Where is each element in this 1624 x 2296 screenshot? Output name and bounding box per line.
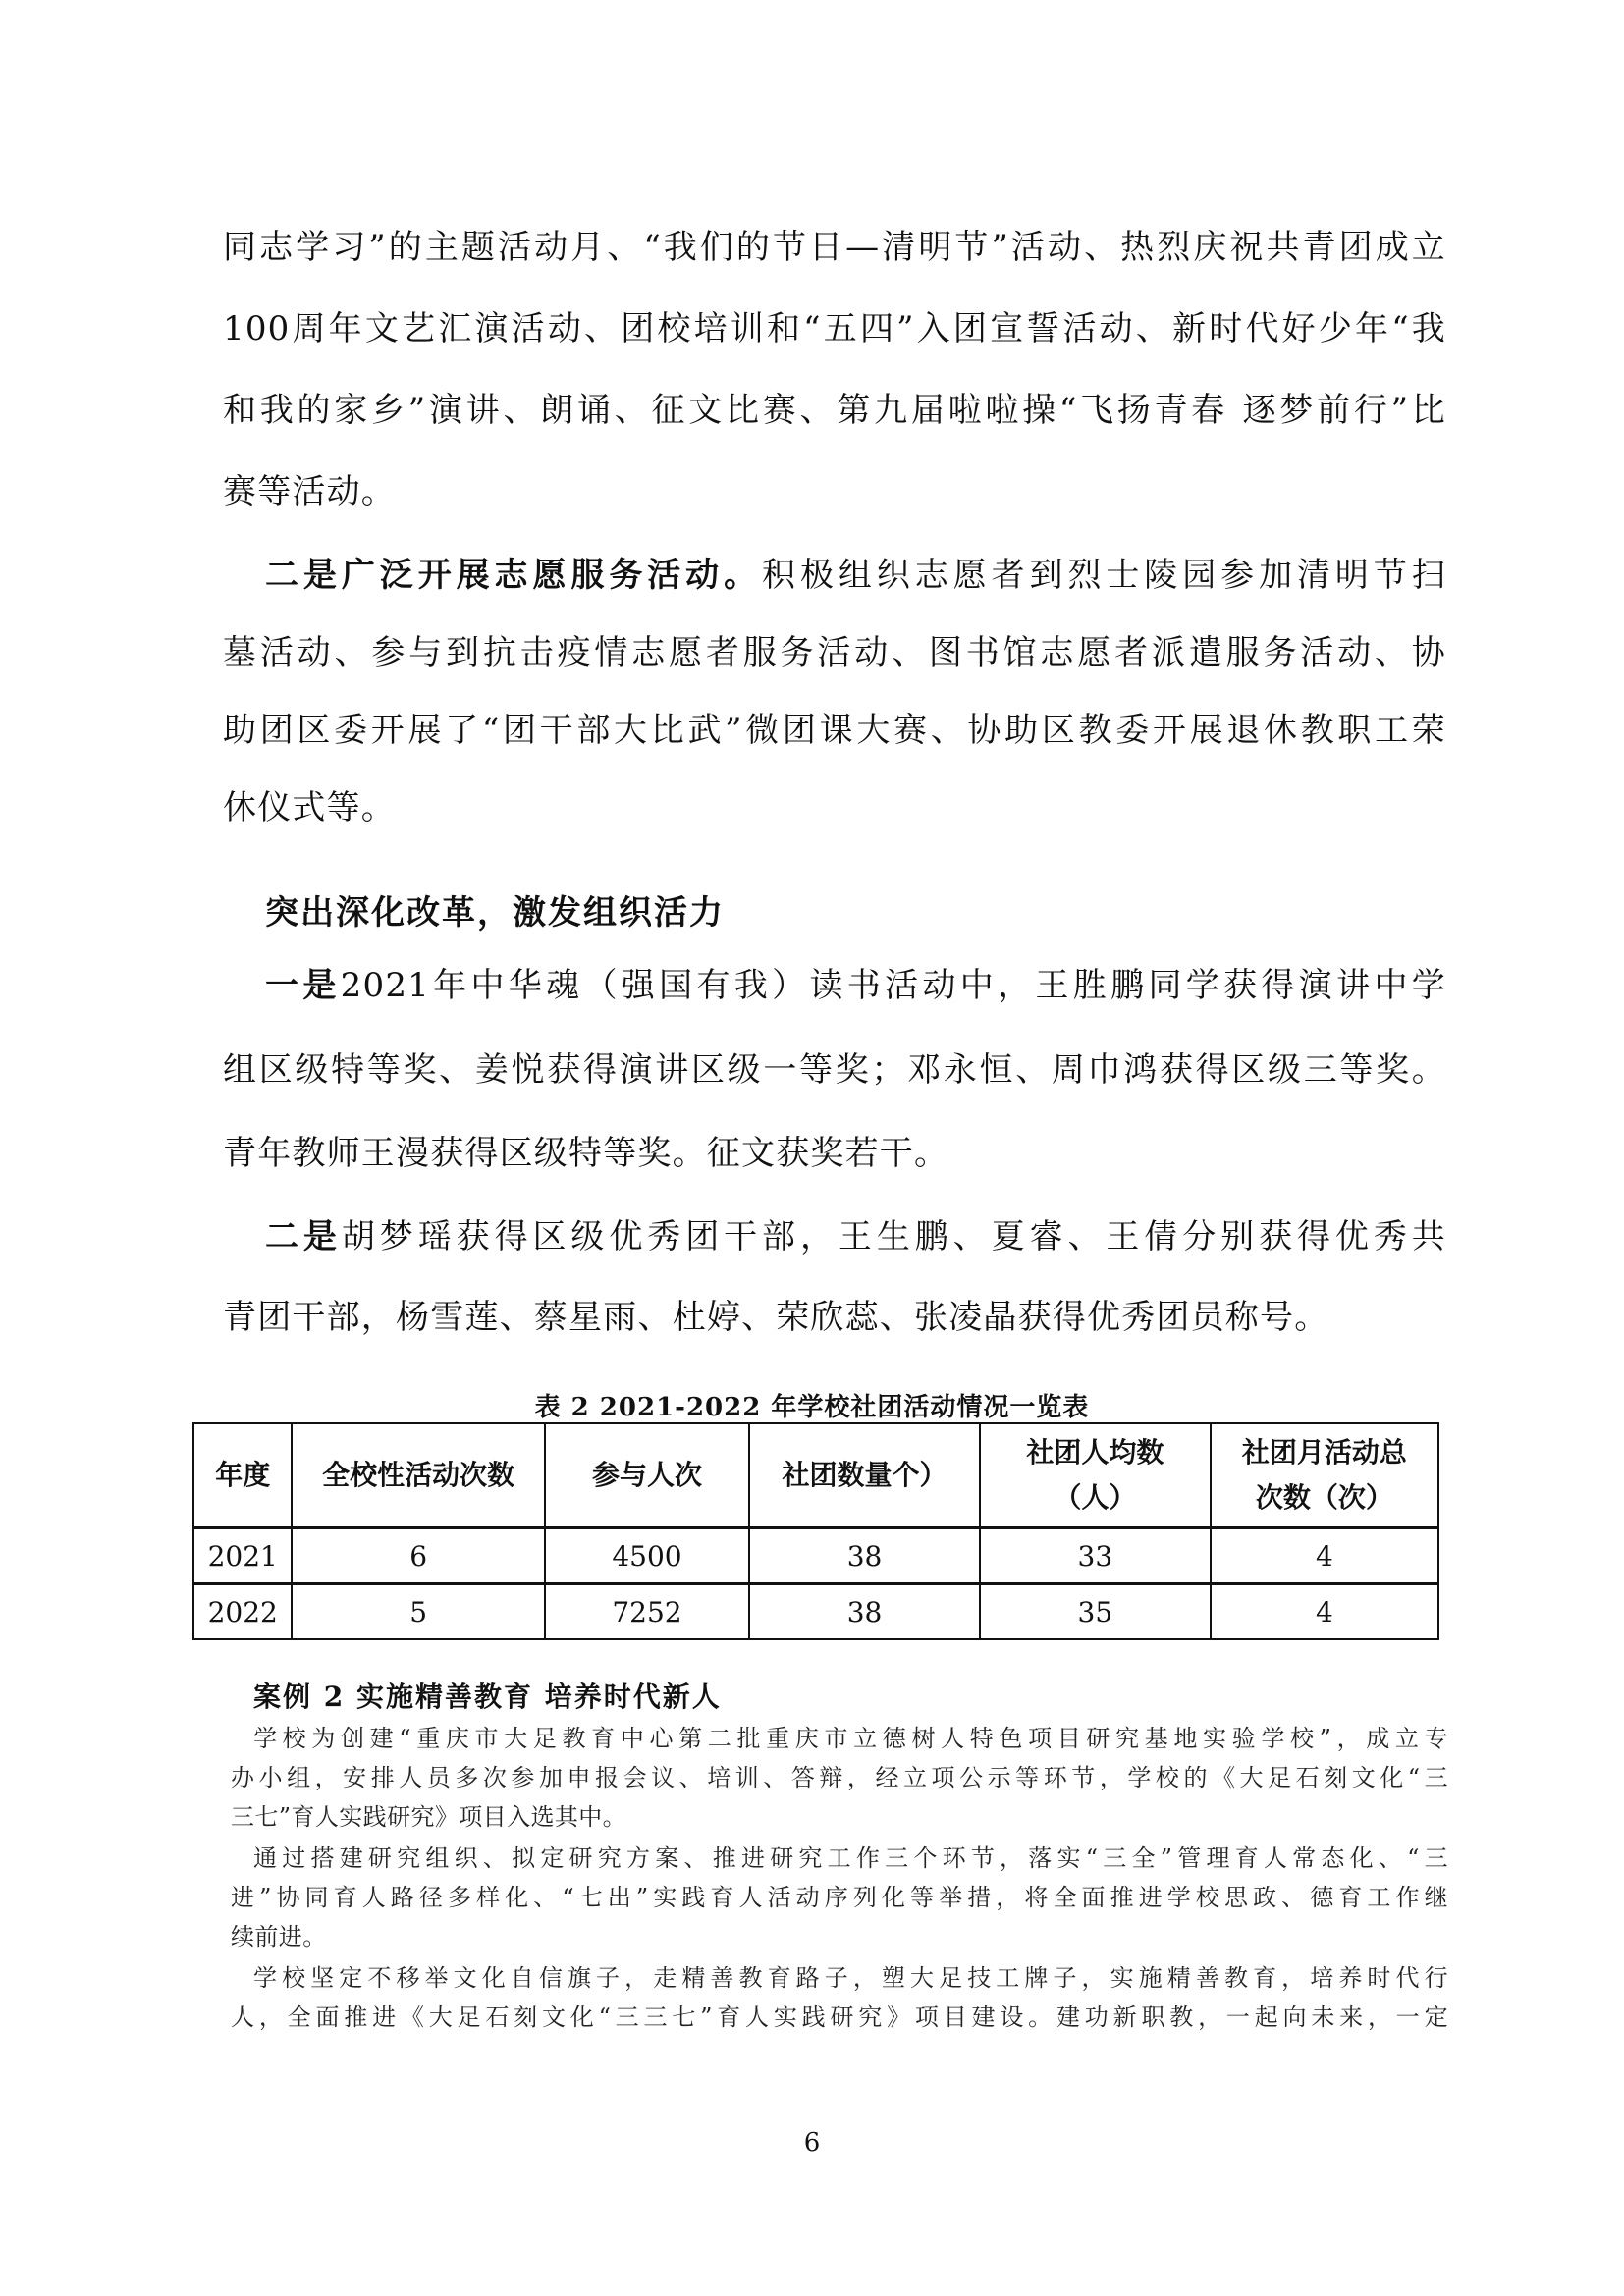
paragraph-2-lead: 二是广泛开展志愿服务活动。 — [265, 556, 763, 595]
cell-club-count: 38 — [749, 1584, 980, 1640]
case-title: 案例 2 实施精善教育 培养时代新人 — [253, 1681, 722, 1713]
paragraph-1-line-1: 同志学习”的主题活动月、“我们的节日—清明节”活动、热烈庆祝共青团成立 — [223, 228, 1446, 267]
club-activity-table — [192, 1422, 1439, 1640]
case-paragraph-2-line-2: 进”协同育人路径多样化、“七出”实践育人活动序列化等举措，将全面推进学校思政、德育工作继 — [231, 1884, 1448, 1911]
paragraph-3-line-2: 组区级特等奖、姜悦获得演讲区级一等奖；邓永恒、周巾鸿获得区级三等奖。 — [223, 1050, 1446, 1090]
paragraph-3-line-3: 青年教师王漫获得区级特等奖。征文获奖若干。 — [223, 1134, 949, 1173]
cell-school-activities: 6 — [292, 1528, 544, 1584]
cell-avg-members: 35 — [980, 1584, 1211, 1640]
paragraph-1-line-3: 和我的家乡”演讲、朗诵、征文比赛、第九届啦啦操“飞扬青春 逐梦前行”比 — [223, 391, 1446, 430]
paragraph-4-first-rest: 胡梦瑶获得区级优秀团干部，王生鹏、夏睿、王倩分别获得优秀共 — [341, 1217, 1446, 1256]
case-paragraph-3-line-1: 学校坚定不移举文化自信旗子，走精善教育路子，塑大足技工牌子，实施精善教育，培养时代行 — [253, 1964, 1448, 1992]
cell-monthly-activities: 4 — [1211, 1584, 1438, 1640]
case-paragraph-2-line-3: 续前进。 — [231, 1923, 327, 1950]
cell-avg-members: 33 — [980, 1528, 1211, 1584]
header-club-count: 社团数量个） — [749, 1423, 980, 1528]
paragraph-3-lead: 一是 — [265, 966, 341, 1005]
paragraph-4-line-2: 青团干部，杨雪莲、蔡星雨、杜婷、荣欣蕊、张凌晶获得优秀团员称号。 — [223, 1298, 1329, 1337]
paragraph-3-line-1 — [265, 966, 1446, 1005]
header-participants: 参与人次 — [545, 1423, 749, 1528]
paragraph-2-line-3: 助团区委开展了“团干部大比武”微团课大赛、协助区教委开展退休教职工荣 — [223, 711, 1446, 750]
cell-monthly-activities: 4 — [1211, 1528, 1438, 1584]
paragraph-1-line-4: 赛等活动。 — [223, 472, 396, 511]
case-paragraph-2-line-1: 通过搭建研究组织、拟定研究方案、推进研究工作三个环节，落实“三全”管理育人常态化、“三 — [253, 1844, 1448, 1872]
header-monthly-activities: 社团月活动总 次数（次） — [1211, 1423, 1438, 1528]
header-school-activities: 全校性活动次数 — [292, 1423, 544, 1528]
cell-school-activities: 5 — [292, 1584, 544, 1640]
table-header-row — [193, 1423, 1438, 1528]
case-paragraph-3-line-2: 人，全面推进《大足石刻文化“三三七”育人实践研究》项目建设。建功新职教，一起向未来，一定 — [231, 2003, 1448, 2031]
cell-year: 2022 — [193, 1584, 292, 1640]
page-number: 6 — [803, 2128, 821, 2158]
paragraph-2-line-4: 休仪式等。 — [223, 788, 396, 828]
paragraph-2-line-1 — [265, 556, 1446, 595]
header-avg-members: 社团人均数 （人） — [980, 1423, 1211, 1528]
case-paragraph-1-line-3: 三七”育人实践研究》项目入选其中。 — [231, 1803, 627, 1831]
cell-club-count: 38 — [749, 1528, 980, 1584]
paragraph-2-line-2: 墓活动、参与到抗击疫情志愿者服务活动、图书馆志愿者派遣服务活动、协 — [223, 633, 1446, 672]
paragraph-2-first-rest: 积极组织志愿者到烈士陵园参加清明节扫 — [762, 556, 1446, 595]
section-heading: 突出深化改革，激发组织活力 — [265, 893, 725, 933]
paragraph-3-first-rest: 2021年中华魂（强国有我）读书活动中，王胜鹏同学获得演讲中学 — [340, 966, 1446, 1005]
paragraph-1-line-2: 100周年文艺汇演活动、团校培训和“五四”入团宣誓活动、新时代好少年“我 — [223, 309, 1446, 348]
cell-participants: 7252 — [545, 1584, 749, 1640]
paragraph-4-line-1 — [265, 1217, 1446, 1256]
table-row — [193, 1584, 1438, 1640]
header-year: 年度 — [193, 1423, 292, 1528]
table-row — [193, 1528, 1438, 1584]
cell-year: 2021 — [193, 1528, 292, 1584]
paragraph-4-lead: 二是 — [265, 1217, 342, 1256]
case-paragraph-1-line-1: 学校为创建“重庆市大足教育中心第二批重庆市立德树人特色项目研究基地实验学校”，成立专 — [253, 1725, 1448, 1752]
case-paragraph-1-line-2: 办小组，安排人员多次参加申报会议、培训、答辩，经立项公示等环节，学校的《大足石刻文化“三 — [231, 1764, 1448, 1791]
cell-participants: 4500 — [545, 1528, 749, 1584]
table-caption: 表 2 2021-2022 年学校社团活动情况一览表 — [534, 1393, 1090, 1422]
